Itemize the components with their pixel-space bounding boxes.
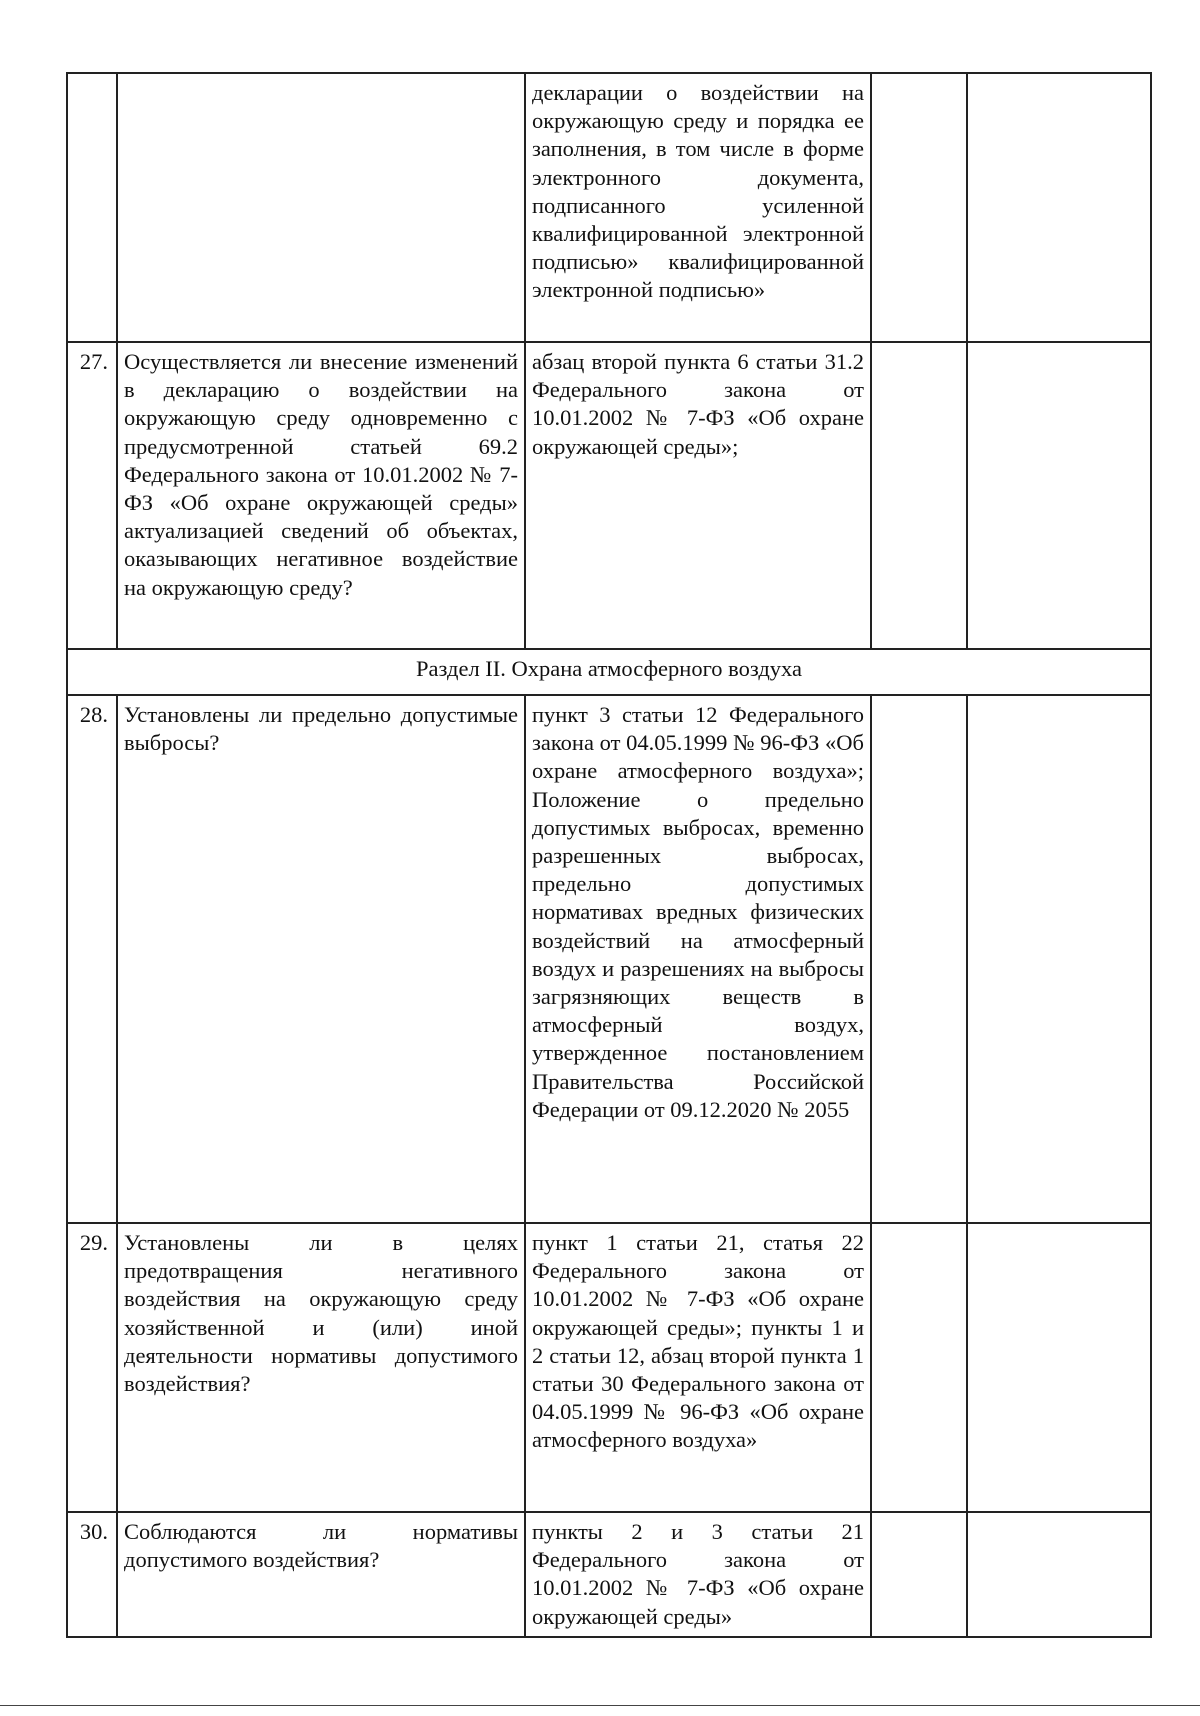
- note-cell: [967, 1223, 1151, 1512]
- section-title: Раздел II. Охрана атмосферного воздуха: [67, 649, 1151, 695]
- answer-cell: [871, 695, 967, 1223]
- question-cell: Осуществляется ли внесение изменений в декларацию о воздействии на окружающую среду одновременно с предусмотренной статьей 69.2 Федерального закона от 10.01.2002 № 7-ФЗ «Об охране окружающей среды» актуализацией сведений об объектах, оказывающих негативное воздействие на окружающую среду?: [117, 342, 525, 649]
- question-cell: Соблюдаются ли нормативы допустимого воздействия?: [117, 1512, 525, 1637]
- page-bottom-rule: [0, 1705, 1200, 1706]
- row-number: 29.: [67, 1223, 117, 1512]
- table-row: [67, 342, 1151, 649]
- answer-cell: [871, 342, 967, 649]
- note-cell: [967, 73, 1151, 342]
- answer-cell: [871, 73, 967, 342]
- note-cell: [967, 342, 1151, 649]
- row-number: 27.: [67, 342, 117, 649]
- table-row: [67, 73, 1151, 342]
- legal-reference-cell: пункты 2 и 3 статьи 21 Федерального закона от 10.01.2002 № 7-ФЗ «Об охране окружающей среды»: [525, 1512, 871, 1637]
- table-row: [67, 1223, 1151, 1512]
- section-header-row: [67, 649, 1151, 695]
- answer-cell: [871, 1512, 967, 1637]
- checklist-table: [66, 72, 1152, 1638]
- row-number: [67, 73, 117, 342]
- row-number: 28.: [67, 695, 117, 1223]
- legal-reference-cell: пункт 3 статьи 12 Федерального закона от 04.05.1999 № 96-ФЗ «Об охране атмосферного воздуха»; Положение о предельно допустимых выбросах, временно разрешенных выбросах, предельно допустимых нормативах вредных физических воздействий на атмосферный воздух и разрешениях на выбросы загрязняющих веществ в атмосферный воздух, утвержденное постановлением Правительства Российской Федерации от 09.12.2020 № 2055: [525, 695, 871, 1223]
- legal-reference-cell: пункт 1 статьи 21, статья 22 Федерального закона от 10.01.2002 № 7-ФЗ «Об охране окружающей среды»; пункты 1 и 2 статьи 12, абзац второй пункта 1 статьи 30 Федерального закона от 04.05.1999 № 96-ФЗ «Об охране атмосферного воздуха»: [525, 1223, 871, 1512]
- legal-reference-cell: декларации о воздействии на окружающую среду и порядка ее заполнения, в том числе в форме электронного документа, подписанного усиленной квалифицированной электронной подписью» квалифицированной электронной подписью»: [525, 73, 871, 342]
- question-cell: [117, 73, 525, 342]
- note-cell: [967, 1512, 1151, 1637]
- legal-reference-cell: абзац второй пункта 6 статьи 31.2 Федерального закона от 10.01.2002 № 7-ФЗ «Об охране окружающей среды»;: [525, 342, 871, 649]
- answer-cell: [871, 1223, 967, 1512]
- note-cell: [967, 695, 1151, 1223]
- table-row: [67, 1512, 1151, 1637]
- question-cell: Установлены ли предельно допустимые выбросы?: [117, 695, 525, 1223]
- table-row: [67, 695, 1151, 1223]
- question-cell: Установлены ли в целях предотвращения негативного воздействия на окружающую среду хозяйственной и (или) иной деятельности нормативы допустимого воздействия?: [117, 1223, 525, 1512]
- row-number: 30.: [67, 1512, 117, 1637]
